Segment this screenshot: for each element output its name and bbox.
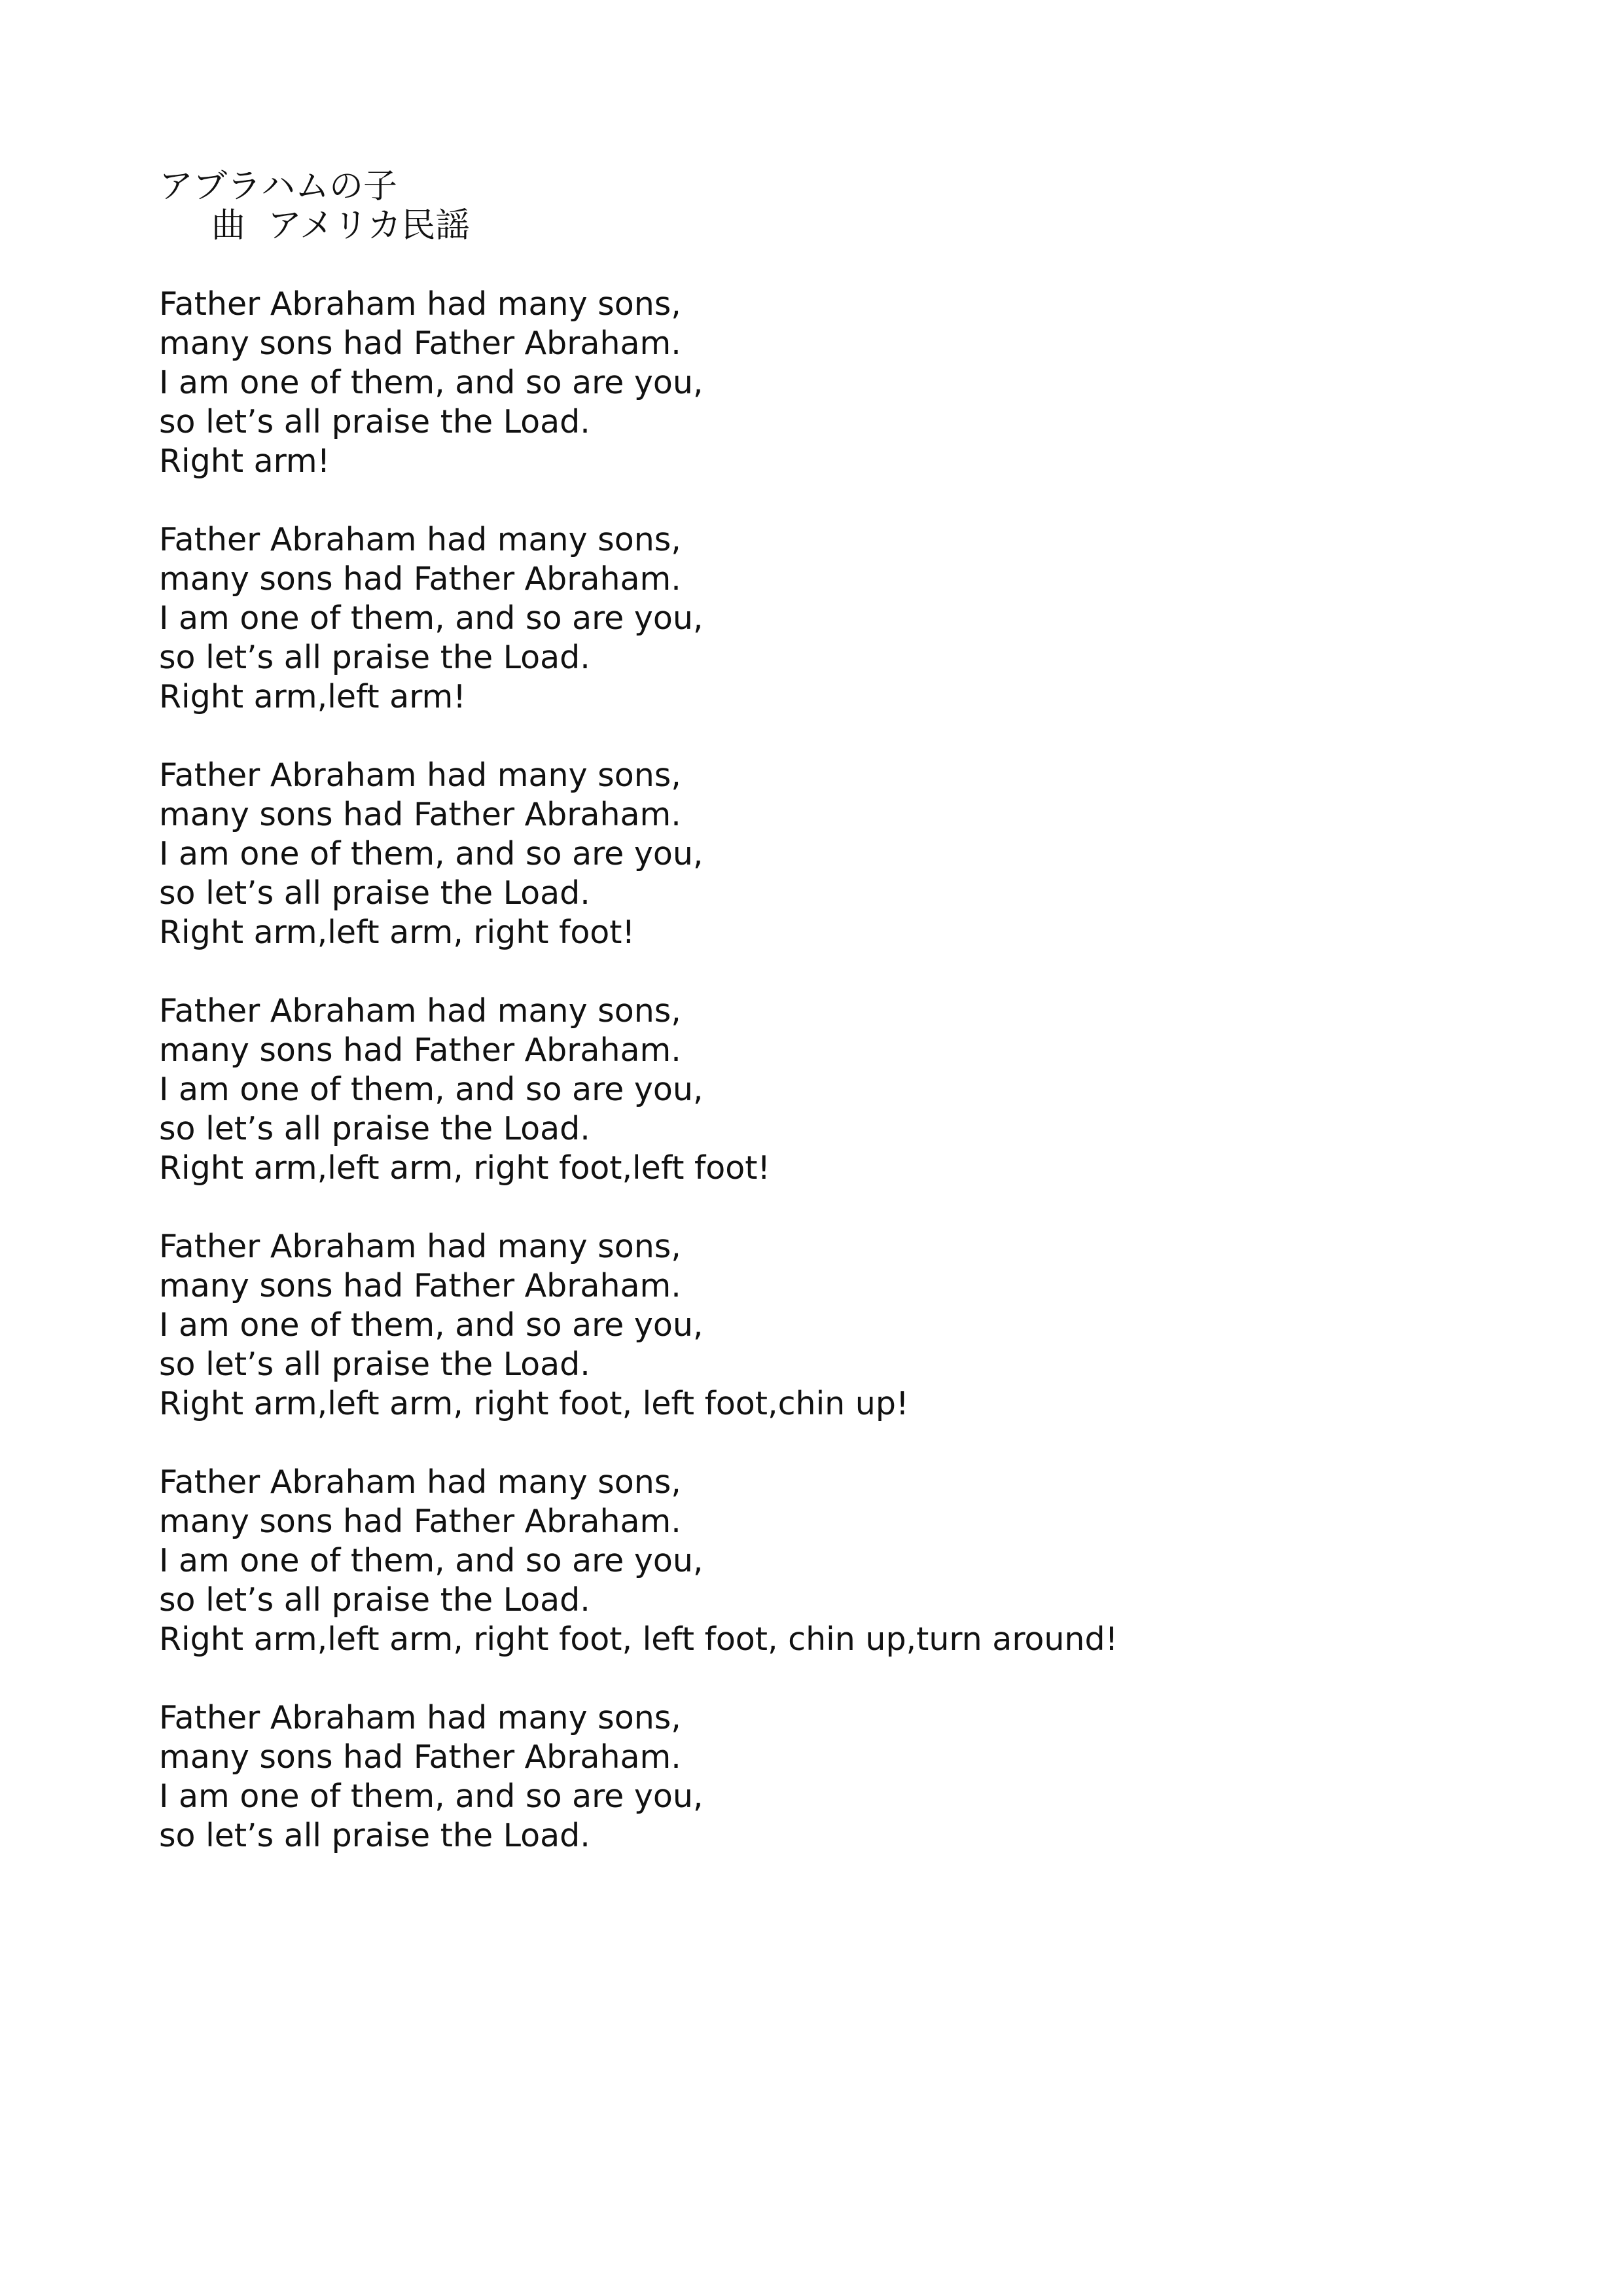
lyric-line: Father Abraham had many sons, [159,1463,681,1501]
lyric-line: I am one of them, and so are you, [159,835,704,872]
lyric-line: I am one of them, and so are you, [159,1306,704,1344]
lyric-line: so let’s all praise the Load. [159,874,590,912]
lyric-line: many sons had Father Abraham. [159,1503,681,1540]
lyric-line: Father Abraham had many sons, [159,521,681,558]
song-credit [211,206,1468,245]
lyric-line: Father Abraham had many sons, [159,757,681,794]
verse-1 [159,285,1468,481]
lyric-line: Father Abraham had many sons, [159,1228,681,1265]
verse-2 [159,520,1468,717]
lyric-line: many sons had Father Abraham. [159,560,681,598]
verse-3 [159,756,1468,952]
lyric-line: Right arm,left arm, right foot! [159,914,635,951]
lyric-line: I am one of them, and so are you, [159,364,704,401]
lyric-line: Right arm,left arm! [159,678,466,715]
lyric-line: I am one of them, and so are you, [159,1542,704,1579]
lyric-line: so let’s all praise the Load. [159,403,590,440]
lyric-line: many sons had Father Abraham. [159,1738,681,1776]
lyric-line: many sons had Father Abraham. [159,1031,681,1069]
credit-label: 曲 [211,206,246,245]
verse-7 [159,1698,1468,1856]
lyric-line: so let’s all praise the Load. [159,1817,590,1854]
lyric-line: many sons had Father Abraham. [159,1267,681,1304]
lyric-line: many sons had Father Abraham. [159,325,681,362]
lyric-line: Right arm,left arm, right foot, left foot, chin up,turn around! [159,1621,1118,1658]
lyric-line: Father Abraham had many sons, [159,1699,681,1736]
lyric-line: I am one of them, and so are you, [159,1778,704,1815]
lyric-line: Father Abraham had many sons, [159,992,681,1030]
lyric-line: so let’s all praise the Load. [159,1346,590,1383]
lyric-line: many sons had Father Abraham. [159,796,681,833]
lyrics [159,285,1468,1856]
lyric-line: I am one of them, and so are you, [159,1071,704,1108]
lyric-line: so let’s all praise the Load. [159,1110,590,1147]
lyric-line: so let’s all praise the Load. [159,1581,590,1619]
credit-value: アメリカ民謡 [268,206,470,245]
document-content [159,167,1468,1895]
verse-6 [159,1463,1468,1659]
lyric-line: so let’s all praise the Load. [159,639,590,676]
lyric-line: I am one of them, and so are you, [159,600,704,637]
song-title: アブラハムの子 [159,167,398,206]
verse-5 [159,1227,1468,1424]
lyric-line: Right arm,left arm, right foot,left foot! [159,1149,771,1187]
verse-4 [159,992,1468,1188]
lyric-line: Right arm! [159,442,330,480]
lyric-line: Father Abraham had many sons, [159,285,681,323]
lyric-line: Right arm,left arm, right foot, left foot,chin up! [159,1385,909,1422]
